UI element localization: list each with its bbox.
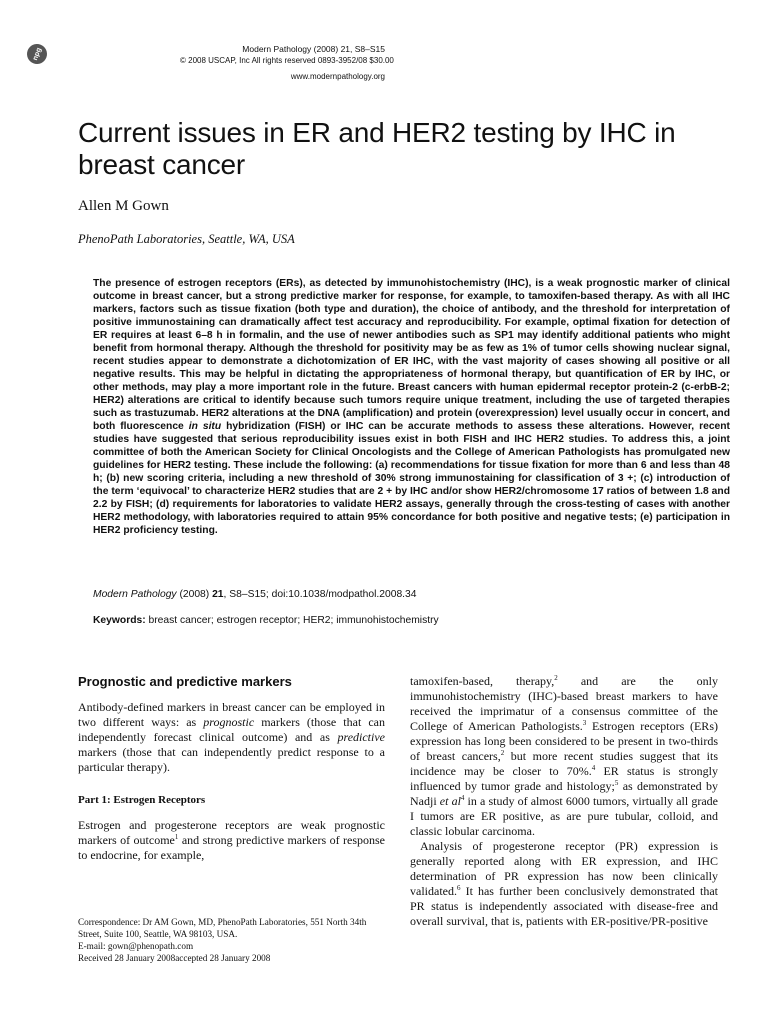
left-column (78, 674, 385, 863)
section-heading: Prognostic and predictive markers (78, 674, 292, 689)
correspondence-footnote: Correspondence: Dr AM Gown, MD, PhenoPath Laboratories, 551 North 34th Street, Suite 100, Seattle, WA 98103, USA. E-mail: gown@phenopath.com Received 28 January 2008accepted 28 January 2008 (78, 917, 367, 963)
abstract: The presence of estrogen receptors (ERs), as detected by immunohistochemistry (IHC), is a weak prognostic marker of clinical outcome in breast cancer, but a strong predictive marker for response, for example, to tamoxifen-based therapy. As with all IHC markers, factors such as tissue fixation (both type and duration), the choice of antibody, and the threshold for interpretation of positive immunostaining can dramatically affect test accuracy and reproducibility. For example, optimal fixation for detection of ER requires at least 6–8 h in formalin, and the use of newer antibodies such as SP1 may identify additional patients who might benefit from hormonal therapy. Although the threshold for positivity may be as few as 1% of tumor cells showing nuclear signal, recent studies appear to demonstrate a dichotomization of ER IHC, with the vast majority of cases showing all positive or all negative results. This may be helpful in dictating the appropriateness of hormonal therapy, but quantification of ER by IHC, or other methods, may play a more important role in the future. Breast cancers with human epidermal receptor protein-2 (c-erbB-2; HER2) alterations are critical to identify because such tumors require unique treatment, including the use of targeted therapies such as trastuzumab. HER2 alterations at the DNA (amplification) and protein (overexpression) level usually occur in concert, and both fluorescence in situ hybridization (FISH) or IHC can be accurate methods to assess these alterations. However, recent studies have suggested that serious reproducibility issues exist in both FISH and IHC HER2 studies. To address this, a joint committee of both the American Society for Clinical Oncologists and the College of American Pathologists has promulgated new guidelines for HER2 testing. These include the following: (a) recommendations for tissue fixation for more than 6 and less than 48 h; (b) new scoring criteria, including a new threshold of 30% strong immunostaining for classification of 3 +; (c) introduction of the term ‘equivocal’ to characterize HER2 studies that are 2 + by IHC and/or show HER2/chromosome 17 ratios of between 1.8 and 2.2 by FISH; (d) requirements for laboratories to validate HER2 assays, generally through the cross-testing of cases with another HER2 methodology, with laboratories required to attain 95% concordance for both positive and negative tests; (e) participation in HER2 proficiency testing. (93, 278, 730, 536)
author-affiliation: PhenoPath Laboratories, Seattle, WA, USA (78, 232, 295, 246)
npg-logo: npg (24, 41, 50, 67)
journal-website-link[interactable]: www.modernpathology.org (290, 72, 385, 81)
right-column (410, 674, 718, 929)
keywords: Keywords: breast cancer; estrogen receptor; HER2; immunohistochemistry (93, 615, 439, 626)
paragraph: tamoxifen-based, therapy,$^2$ and are the only immunohistochemistry (IHC)-based breast markers to have received the imprimatur of a consensus committee of the College of American Pathologists.$^3$ Estrogen receptors (ERs) expression has long been considered to be present in two-thirds of breast cancers,$^2$ but more recent studies suggest that its incidence may be closer to 70%.$^4$ ER status is strongly influenced by tumor grade and histology;$^5$ as demonstrated by Nadji et $al^4$ in a study of almost 6000 tumors, virtually all grade I tumors are ER positive, as are pure tubular, colloid, and classic lobular carcinoma. (410, 674, 719, 838)
paragraph: Antibody-defined markers in breast cancer can be employed in two different ways: as prognostic markers (those that can independently forecast clinical outcome) and as predictive markers (those that can independently predict response to a particular therapy). (78, 700, 385, 774)
paragraph: Analysis of progesterone receptor (PR) expression is generally reported along with ER expression, and IHC determination of PR expression has now been clinically validated.$^6$ It has further been conclusively demonstrated that PR status is independently associated with disease-free and overall survival, that is, patients with ER-positive/PR-positive (410, 839, 718, 928)
subsection-heading: Part 1: Estrogen Receptors (78, 794, 206, 806)
abstract-citation: Modern Pathology (2008) 21, S8–S15; doi:10.1038/modpathol.2008.34 (93, 589, 417, 600)
paragraph: Estrogen and progesterone receptors are weak prognostic markers of outcome$^1$ and strong predictive markers of response to endocrine, for example, (78, 818, 386, 862)
author-name: Allen M Gown (78, 198, 169, 214)
article-title: Current issues in ER and HER2 testing by IHC in breast cancer (78, 117, 676, 180)
copyright-line: © 2008 USCAP, Inc All rights reserved 0893-3952/08 $30.00 (180, 56, 394, 65)
journal-citation: Modern Pathology (2008) 21, S8–S15 (242, 44, 385, 54)
